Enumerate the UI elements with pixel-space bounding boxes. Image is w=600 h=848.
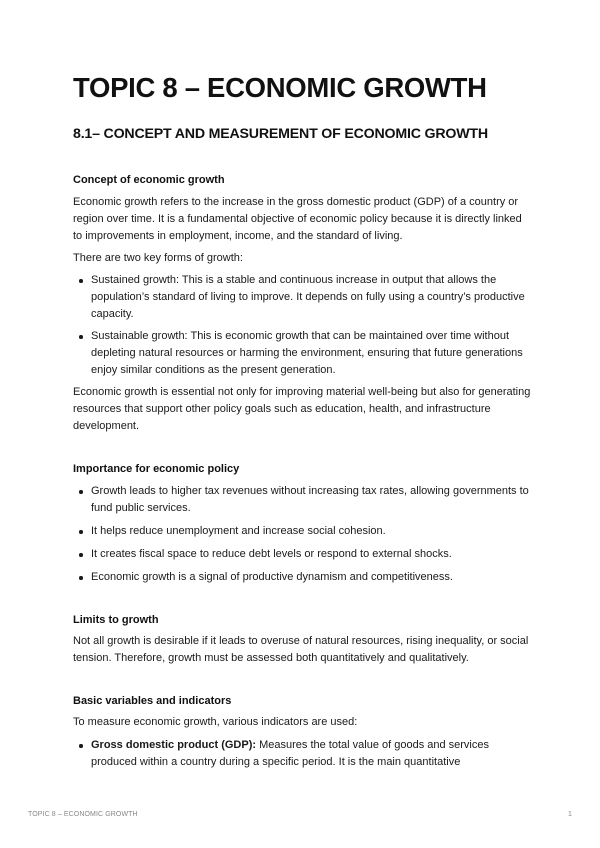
footer-label: TOPIC 8 – ECONOMIC GROWTH: [28, 811, 138, 818]
indicators-list: [73, 737, 533, 771]
indicators-heading: Basic variables and indicators: [73, 695, 232, 707]
list-item: [73, 737, 533, 771]
concept-heading: Concept of economic growth: [73, 174, 225, 186]
limits-heading: Limits to growth: [73, 614, 159, 626]
list-item: It helps reduce unemployment and increase social cohesion.: [73, 523, 533, 540]
indicators-intro: To measure economic growth, various indicators are used:: [73, 716, 358, 728]
page-title: TOPIC 8 – ECONOMIC GROWTH: [73, 72, 487, 103]
list-item: Sustained growth: This is a stable and continuous increase in output that allows the population’s standard of living to improve. It depends on fully using a country’s productive capacity.: [73, 272, 533, 323]
list-item: Economic growth is a signal of productive dynamism and competitiveness.: [73, 569, 533, 586]
page-number: 1: [568, 811, 572, 818]
document-body: [73, 172, 533, 771]
gdp-description: Measures the total value of goods and services produced within a country during a specific period. It is the main quantitative: [91, 739, 489, 768]
concept-paragraph-3: Economic growth is essential not only for improving material well-being but also for generating resources that support other policy goals such as education, health, and infrastructure development.: [73, 386, 531, 432]
importance-heading: Importance for economic policy: [73, 463, 240, 475]
list-item: Sustainable growth: This is economic growth that can be maintained over time without depleting natural resources or harming the environment, ensuring that future generations enjoy similar conditions as the present generation.: [73, 328, 533, 379]
limits-paragraph: Not all growth is desirable if it leads to overuse of natural resources, rising inequality, or social tension. Therefore, growth must be assessed both quantitatively and qualitatively.: [73, 635, 529, 664]
list-item: Growth leads to higher tax revenues without increasing tax rates, allowing governments to fund public services.: [73, 483, 533, 517]
growth-forms-list: [73, 272, 533, 379]
concept-paragraph-1: Economic growth refers to the increase in the gross domestic product (GDP) of a country or region over time. It is a fundamental objective of economic policy because it is directly linked to improvements in employment, income, and the standard of living.: [73, 196, 522, 242]
gdp-term: Gross domestic product (GDP):: [91, 739, 257, 751]
importance-list: [73, 483, 533, 586]
concept-paragraph-2: There are two key forms of growth:: [73, 252, 243, 264]
list-item: It creates fiscal space to reduce debt levels or respond to external shocks.: [73, 546, 533, 563]
section-title: 8.1– CONCEPT AND MEASUREMENT OF ECONOMIC GROWTH: [73, 126, 488, 142]
